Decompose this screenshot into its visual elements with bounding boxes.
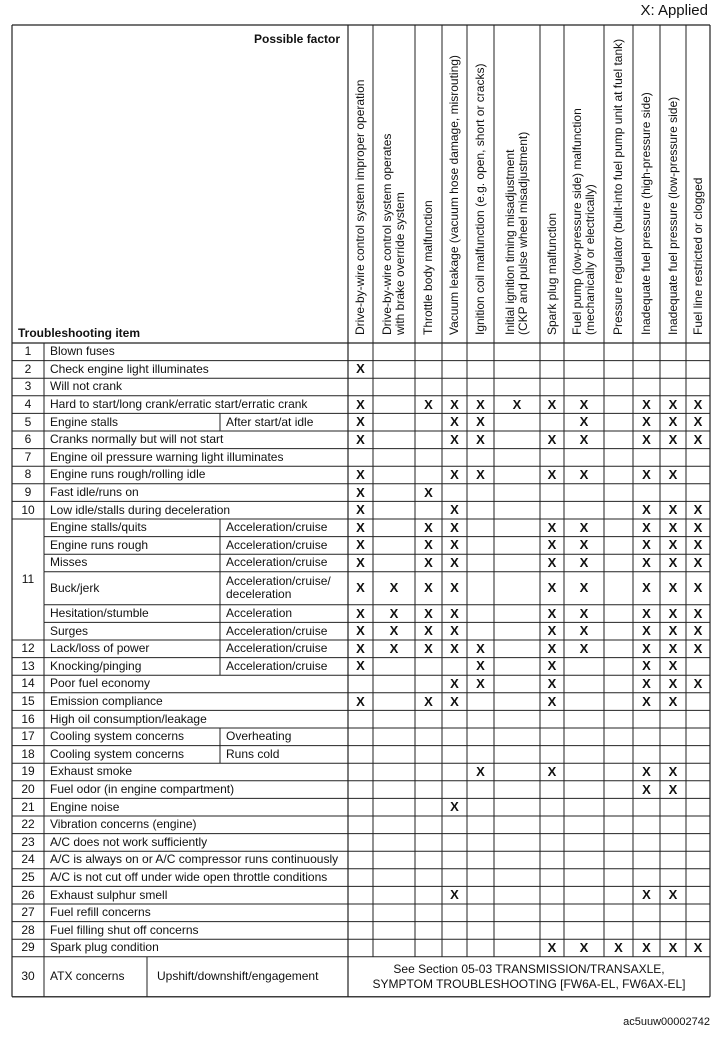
applied-mark: X: [668, 940, 678, 955]
applied-mark: X: [356, 519, 365, 535]
trouble-condition: Acceleration/cruise: [226, 555, 328, 570]
applied-mark: X: [642, 781, 651, 797]
figure-code: ac5uuw00002742: [623, 1016, 710, 1028]
trouble-item: Emission compliance: [50, 694, 163, 709]
trouble-item: Engine stalls: [50, 414, 119, 429]
trouble-item: Buck/jerk: [50, 580, 100, 595]
applied-mark: X: [547, 467, 557, 482]
row-number: 12: [21, 641, 35, 656]
applied-mark: X: [450, 467, 459, 482]
applied-mark: X: [450, 502, 459, 518]
trouble-item: A/C does not work sufficiently: [50, 834, 208, 849]
applied-mark: X: [668, 623, 678, 639]
applied-mark: X: [356, 431, 365, 447]
trouble-item: Exhaust smoke: [50, 764, 133, 779]
applied-mark: X: [579, 555, 589, 570]
applied-mark: X: [668, 519, 678, 535]
trouble-item: A/C is not cut off under wide open throttle conditions: [50, 870, 328, 885]
applied-mark: X: [356, 693, 365, 709]
trouble-item: Lack/loss of power: [50, 641, 150, 656]
row-number: 7: [24, 449, 32, 464]
trouble-item: Vibration concerns (engine): [50, 817, 197, 832]
applied-mark: X: [450, 799, 459, 815]
trouble-item: Will not crank: [50, 379, 123, 394]
factor-header-8: Fuel pump (low-pressure side) malfunction (mechanically or electrically): [570, 108, 597, 335]
applied-mark: X: [424, 693, 433, 709]
trouble-item: Engine oil pressure warning light illuminates: [50, 449, 284, 464]
applied-mark: X: [693, 502, 703, 518]
applied-mark: X: [547, 396, 557, 412]
applied-mark: X: [642, 605, 651, 621]
factor-header-3: Throttle body malfunction: [421, 200, 435, 335]
applied-mark: X: [424, 555, 433, 570]
applied-mark: X: [642, 502, 651, 518]
trouble-item: Poor fuel economy: [50, 676, 151, 691]
applied-mark: X: [668, 580, 678, 596]
row-number: 15: [21, 694, 35, 709]
factor-header-12: Fuel line restricted or clogged: [690, 177, 705, 335]
factor-header-7: Spark plug malfunction: [544, 212, 559, 335]
applied-mark: X: [547, 676, 557, 691]
trouble-item: Blown fuses: [50, 344, 115, 359]
trouble-item: Cooling system concerns: [50, 729, 185, 744]
row-number: 21: [21, 799, 35, 814]
applied-mark: X: [668, 431, 678, 447]
row-number: 2: [24, 361, 32, 376]
applied-mark: X: [579, 623, 589, 639]
applied-mark: X: [547, 693, 557, 709]
applied-mark: X: [642, 414, 651, 430]
factor-header-5: Ignition coil malfunction (e.g. open, short or cracks): [473, 63, 487, 335]
applied-mark: X: [424, 640, 433, 656]
applied-mark: X: [693, 414, 703, 430]
applied-mark: X: [547, 537, 557, 553]
trouble-item: Hesitation/stumble: [50, 606, 149, 621]
trouble-condition: Acceleration/cruise: [226, 520, 328, 535]
applied-mark: X: [668, 676, 678, 691]
row-number: 26: [21, 887, 35, 902]
factor-header-9: Pressure regulator (built-into fuel pump unit at fuel tank): [611, 38, 625, 335]
applied-mark: X: [668, 537, 678, 553]
applied-mark: X: [693, 580, 703, 596]
factor-header-4: Vacuum leakage (vacuum hose damage, misrouting): [447, 55, 461, 335]
applied-mark: X: [642, 580, 651, 596]
trouble-condition: Acceleration/cruise: [226, 658, 328, 673]
row-number: 10: [21, 502, 35, 517]
applied-mark: X: [693, 940, 703, 955]
applied-mark: X: [547, 658, 557, 674]
applied-mark: X: [579, 640, 589, 656]
applied-mark: X: [424, 519, 433, 535]
applied-mark: X: [693, 555, 703, 570]
applied-mark: X: [356, 555, 365, 570]
applied-mark: X: [450, 693, 459, 709]
applied-mark: X: [476, 658, 485, 674]
applied-mark: X: [642, 658, 651, 674]
applied-mark: X: [389, 640, 399, 656]
applied-mark: X: [579, 396, 589, 412]
applied-mark: X: [668, 693, 678, 709]
applied-mark: X: [693, 396, 703, 412]
applied-mark: X: [547, 519, 557, 535]
trouble-item: A/C is always on or A/C compressor runs continuously: [50, 852, 339, 867]
applied-mark: X: [668, 605, 678, 621]
applied-mark: X: [668, 396, 678, 412]
applied-mark: X: [642, 764, 651, 779]
applied-mark: X: [642, 396, 651, 412]
applied-mark: X: [476, 640, 485, 656]
applied-mark: X: [547, 640, 557, 656]
applied-mark: X: [450, 414, 459, 430]
legend: X: Applied: [640, 2, 708, 19]
applied-mark: X: [476, 414, 485, 430]
applied-mark: X: [450, 580, 459, 596]
trouble-item: Cranks normally but will not start: [50, 432, 224, 447]
applied-mark: X: [642, 519, 651, 535]
applied-mark: X: [424, 605, 433, 621]
applied-mark: X: [450, 676, 459, 691]
applied-mark: X: [424, 396, 433, 412]
row-number: 20: [21, 782, 35, 797]
row-number: 28: [21, 922, 35, 937]
applied-mark: X: [668, 887, 678, 903]
applied-mark: X: [693, 605, 703, 621]
row-number: 30: [21, 969, 35, 984]
row-number: 14: [21, 676, 35, 691]
applied-mark: X: [547, 431, 557, 447]
applied-mark: X: [356, 658, 365, 674]
applied-mark: X: [356, 640, 365, 656]
applied-mark: X: [547, 764, 557, 779]
applied-mark: X: [450, 555, 459, 570]
row-number: 23: [21, 834, 35, 849]
applied-mark: X: [668, 555, 678, 570]
row-number: 4: [24, 397, 32, 412]
applied-mark: X: [579, 940, 589, 955]
trouble-condition: Acceleration: [226, 606, 293, 621]
row-number: 8: [24, 467, 32, 482]
applied-mark: X: [693, 537, 703, 553]
trouble-condition: Acceleration/cruise: [226, 537, 328, 552]
applied-mark: X: [668, 781, 678, 797]
trouble-item: Misses: [50, 555, 88, 570]
applied-mark: X: [693, 676, 703, 691]
trouble-item: Fuel odor (in engine compartment): [50, 782, 235, 797]
applied-mark: X: [424, 580, 433, 596]
applied-mark: X: [668, 640, 678, 656]
applied-mark: X: [642, 676, 651, 691]
applied-mark: X: [424, 537, 433, 553]
row-number: 11: [21, 572, 35, 586]
applied-mark: X: [668, 764, 678, 779]
factor-header-6: Initial ignition timing misadjustment (CKP and pulse wheel misadjustment): [503, 131, 530, 335]
applied-mark: X: [356, 623, 365, 639]
applied-mark: X: [356, 414, 365, 430]
row-number: 19: [21, 764, 35, 779]
row-number: 6: [24, 432, 32, 447]
applied-mark: X: [579, 537, 589, 553]
applied-mark: X: [389, 580, 399, 596]
trouble-item: Cooling system concerns: [50, 746, 185, 761]
applied-mark: X: [579, 414, 589, 430]
applied-mark: X: [693, 431, 703, 447]
row-number: 3: [24, 379, 32, 394]
applied-mark: X: [642, 431, 651, 447]
applied-mark: X: [642, 693, 651, 709]
applied-mark: X: [579, 467, 589, 482]
row-number: 22: [21, 817, 35, 832]
trouble-condition: Acceleration/cruise/ deceleration: [226, 574, 331, 602]
factor-header-2: Drive-by-wire control system operates with brake override system: [380, 133, 407, 335]
troubleshooting-item-label: Troubleshooting item: [18, 326, 140, 340]
applied-mark: X: [668, 414, 678, 430]
applied-mark: X: [450, 887, 459, 903]
applied-mark: X: [450, 537, 459, 553]
trouble-item: Surges: [50, 623, 89, 638]
trouble-item: Check engine light illuminates: [50, 361, 209, 376]
applied-mark: X: [579, 431, 589, 447]
applied-mark: X: [642, 537, 651, 553]
applied-mark: X: [450, 396, 459, 412]
applied-mark: X: [668, 467, 678, 482]
applied-mark: X: [579, 519, 589, 535]
applied-mark: X: [642, 887, 651, 903]
applied-mark: X: [356, 580, 365, 596]
trouble-item: Fast idle/runs on: [50, 485, 139, 500]
applied-mark: X: [642, 555, 651, 570]
applied-mark: X: [476, 396, 485, 412]
applied-mark: X: [547, 580, 557, 596]
trouble-condition: Acceleration/cruise: [226, 623, 328, 638]
trouble-condition: Acceleration/cruise: [226, 641, 328, 656]
applied-mark: X: [642, 467, 651, 482]
applied-mark: X: [356, 605, 365, 621]
applied-mark: X: [450, 431, 459, 447]
applied-mark: X: [668, 658, 678, 674]
applied-mark: X: [693, 640, 703, 656]
trouble-item: Low idle/stalls during deceleration: [50, 502, 231, 517]
trouble-condition: Runs cold: [226, 746, 280, 761]
applied-mark: X: [668, 502, 678, 518]
applied-mark: X: [424, 484, 433, 500]
trouble-item: Fuel filling shut off concerns: [50, 922, 199, 937]
row-number: 18: [21, 746, 35, 761]
applied-mark: X: [424, 623, 433, 639]
trouble-item: Engine noise: [50, 799, 120, 814]
applied-mark: X: [547, 555, 557, 570]
row-number: 16: [21, 711, 35, 726]
row-number: 25: [21, 870, 35, 885]
row-number: 1: [24, 344, 32, 359]
factor-header-10: Inadequate fuel pressure (high-pressure side): [639, 92, 653, 335]
trouble-item: Knocking/pinging: [50, 658, 142, 673]
row-number: 24: [21, 852, 35, 867]
applied-mark: X: [693, 519, 703, 535]
trouble-condition: Upshift/downshift/engagement: [157, 969, 319, 984]
factor-header-1: Drive-by-wire control system improper operation: [353, 79, 367, 335]
possible-factor-label: Possible factor: [254, 32, 341, 46]
applied-mark: X: [642, 623, 651, 639]
row-number: 5: [24, 414, 32, 429]
applied-mark: X: [356, 396, 365, 412]
applied-mark: X: [450, 623, 459, 639]
applied-mark: X: [642, 640, 651, 656]
trouble-item: High oil consumption/leakage: [50, 711, 207, 726]
trouble-condition: Overheating: [226, 729, 292, 744]
row-number: 13: [21, 658, 35, 673]
applied-mark: X: [476, 676, 485, 691]
row-number: 9: [24, 485, 32, 500]
trouble-item: Engine stalls/quits: [50, 520, 147, 535]
applied-mark: X: [547, 605, 557, 621]
applied-mark: X: [614, 940, 623, 955]
trouble-item: Engine runs rough: [50, 537, 149, 552]
applied-mark: X: [476, 431, 485, 447]
applied-mark: X: [356, 537, 365, 553]
applied-mark: X: [476, 764, 485, 779]
trouble-item: ATX concerns: [50, 969, 125, 984]
row-number: 29: [21, 940, 35, 955]
trouble-condition: After start/at idle: [226, 414, 314, 429]
applied-mark: X: [642, 940, 651, 955]
row30-reference-note: See Section 05-03 TRANSMISSION/TRANSAXLE, SYMPTOM TROUBLESHOOTING [FW6A-EL, FW6AX-EL]: [372, 961, 686, 991]
factor-header-11: Inadequate fuel pressure (low-pressure side): [665, 96, 680, 335]
row-number: 27: [21, 905, 35, 920]
applied-mark: X: [579, 580, 589, 596]
applied-mark: X: [450, 640, 459, 656]
trouble-item: Exhaust sulphur smell: [50, 887, 168, 902]
applied-mark: X: [389, 623, 399, 639]
applied-mark: X: [356, 502, 365, 518]
applied-mark: X: [547, 623, 557, 639]
applied-mark: X: [450, 519, 459, 535]
applied-mark: X: [579, 605, 589, 621]
applied-mark: X: [547, 940, 557, 955]
applied-mark: X: [356, 361, 365, 377]
trouble-item: Engine runs rough/rolling idle: [50, 467, 206, 482]
applied-mark: X: [389, 605, 399, 621]
trouble-item: Spark plug condition: [50, 940, 159, 955]
row-number: 17: [21, 729, 35, 744]
applied-mark: X: [476, 467, 485, 482]
trouble-item: Hard to start/long crank/erratic start/erratic crank: [50, 397, 308, 412]
applied-mark: X: [356, 484, 365, 500]
applied-mark: X: [356, 467, 365, 482]
applied-mark: X: [512, 396, 522, 412]
applied-mark: X: [450, 605, 459, 621]
applied-mark: X: [693, 623, 703, 639]
trouble-item: Fuel refill concerns: [50, 905, 151, 920]
